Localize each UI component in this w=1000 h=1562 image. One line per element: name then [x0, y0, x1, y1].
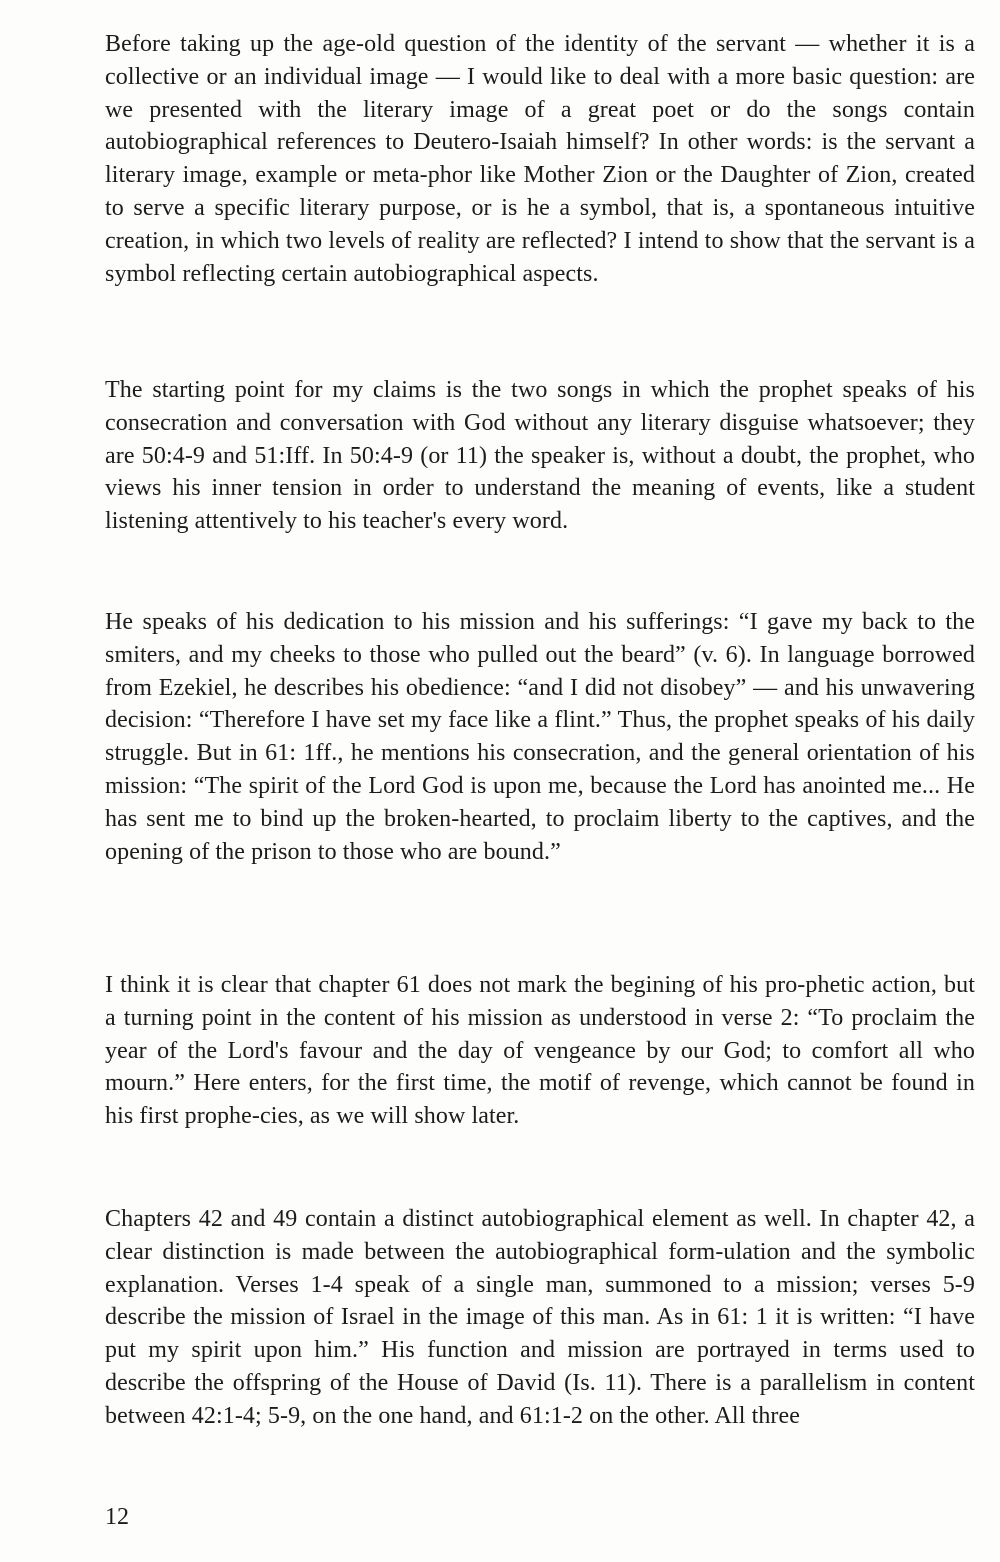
paragraph-3: He speaks of his dedication to his mission and his sufferings: “I gave my back to the smiters, and my cheeks to those who pulled out the beard” (v. 6). In language borrowed from Ezekiel, he describes his obedience: “and I did not disobey” — and his unwavering decision: “Therefore I have set my face like a flint.” Thus, the prophet speaks of his daily struggle. But in 61: 1ff., he mentions his consecration, and the general orientation of his mission: “The spirit of the Lord God is upon me, because the Lord has anointed me... He has sent me to bind up the broken-hearted, to proclaim liberty to the captives, and the opening of the prison to those who are bound.”	[105, 609, 975, 865]
page-number: 12	[105, 1504, 129, 1530]
paragraph-4: I think it is clear that chapter 61 does not mark the begining of his pro-phetic action, but a turning point in the content of his mission as understood in verse 2: “To proclaim the year of the Lord's favour and the day of vengeance by our God; to comfort all who mourn.” Here enters, for the first time, the motif of revenge, which cannot be found in his first prophe-cies, as we will show later.	[105, 972, 975, 1130]
paragraph-5: Chapters 42 and 49 contain a distinct autobiographical element as well. In chapter 42, a clear distinction is made between the autobiographical form-ulation and the symbolic explanation. Verses 1-4 speak of a single man, summoned to a mission; verses 5-9 describe the mission of Israel in the image of this man. As in 61: 1 it is written: “I have put my spirit upon him.” His function and mission are portrayed in terms used to describe the offspring of the House of David (Is. 11). There is a parallelism in content between 42:1-4; 5-9, on the one hand, and 61:1-2 on the other. All three	[105, 1206, 975, 1429]
paragraph-2: The starting point for my claims is the two songs in which the prophet speaks of his consecration and conversation with God without any literary disguise whatsoever; they are 50:4-9 and 51:Iff. In 50:4-9 (or 11) the speaker is, without a doubt, the prophet, who views his inner tension in order to understand the meaning of events, like a student listening attentively to his teacher's every word.	[105, 377, 975, 535]
paragraph-1: Before taking up the age-old question of the identity of the servant — whether it is a collective or an individual image — I would like to deal with a more basic question: are we presented with the literary image of a great poet or do the songs contain autobiographical references to Deutero-Isaiah himself? In other words: is the servant a literary image, example or meta-phor like Mother Zion or the Daughter of Zion, created to serve a specific literary purpose, or is he a symbol, that is, a spontaneous intuitive creation, in which two levels of reality are reflected? I intend to show that the servant is a symbol reflecting certain autobiographical aspects.	[105, 31, 975, 287]
